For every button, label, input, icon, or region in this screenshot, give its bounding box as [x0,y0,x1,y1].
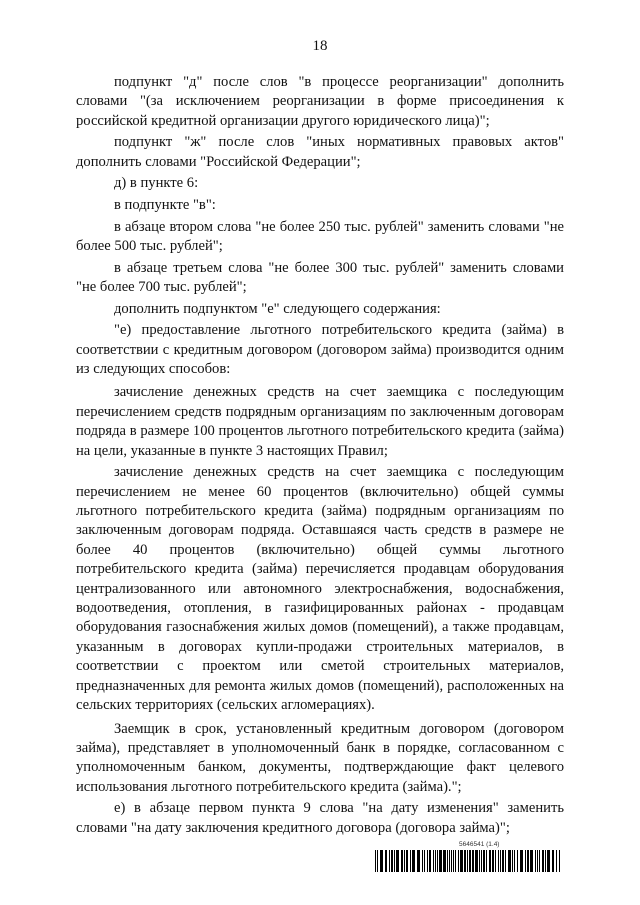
paragraph-5: в абзаце втором слова "не более 250 тыс. рублей" заменить словами "не более 500 тыс. рублей"; [76,218,564,254]
paragraph-7: дополнить подпунктом "е" следующего содержания: [114,300,441,317]
paragraph-4: в подпункте "в": [114,197,216,213]
paragraph-9: зачисление денежных средств на счет заемщика с последующим перечислением средств подрядным организациям по заключенным договорам подряда в размере 100 процентов льготного потребительского кредита (займа) на цели, указанные в пункте 3 настоящих Правил; [76,384,564,459]
paragraph-11: Заемщик в срок, установленный кредитным договором (договором займа), представляет в уполномоченный банк в порядке, согласованном с уполномоченным банком, документы, подтверждающие факт целевого использования льготного потребительского кредита (займа)."; [76,720,564,795]
paragraph-6: в абзаце третьем слова "не более 300 тыс. рублей" заменить словами "не более 700 тыс. рублей"; [76,259,564,295]
paragraph-2: подпункт "ж" после слов "иных нормативных правовых актов" дополнить словами "Российской Федерации"; [76,134,564,170]
paragraph-8: "е) предоставление льготного потребительского кредита (займа) в соответствии с кредитным договором (договором займа) производится одним из следующих способов: [76,322,564,377]
paragraph-3: д) в пункте 6: [114,175,199,192]
page-number: 18 [312,38,328,54]
paragraph-1: подпункт "д" после слов "в процессе реорганизации" дополнить словами "(за исключением реорганизации в форме присоединения к российской кредитной организации другого юридического лица)"; [76,74,564,129]
document-code: 5646541 (1.4) [459,841,500,848]
paragraph-12: е) в абзаце первом пункта 9 слова "на дату изменения" заменить словами "на дату заключения кредитного договора (договора займа)"; [76,800,564,836]
document-body [76,73,564,840]
paragraph-10: зачисление денежных средств на счет заемщика с последующим перечислением не менее 60 процентов (включительно) общей суммы льготного потребительского кредита (займа) подрядным организациям по заключенным договорам подряда. Оставшаяся часть средств в размере не более 40 процентов (включительно) общей суммы льготного потребительского кредита (займа) перечисляется продавцам оборудования централизованного или автономного электроснабжения, водоснабжения, водоотведения, отопления, в газифицированных районах - продавцам оборудования газоснабжения жилых домов (помещений), а также продавцам, указанным в договорах купли-продажи строительных материалов, в соответствии с проектом или сметой строительных материалов, предназначенных для ремонта жилых домов (помещений), расположенных на сельских территориях (сельских агломерациях). [76,464,564,714]
barcode [375,850,561,872]
